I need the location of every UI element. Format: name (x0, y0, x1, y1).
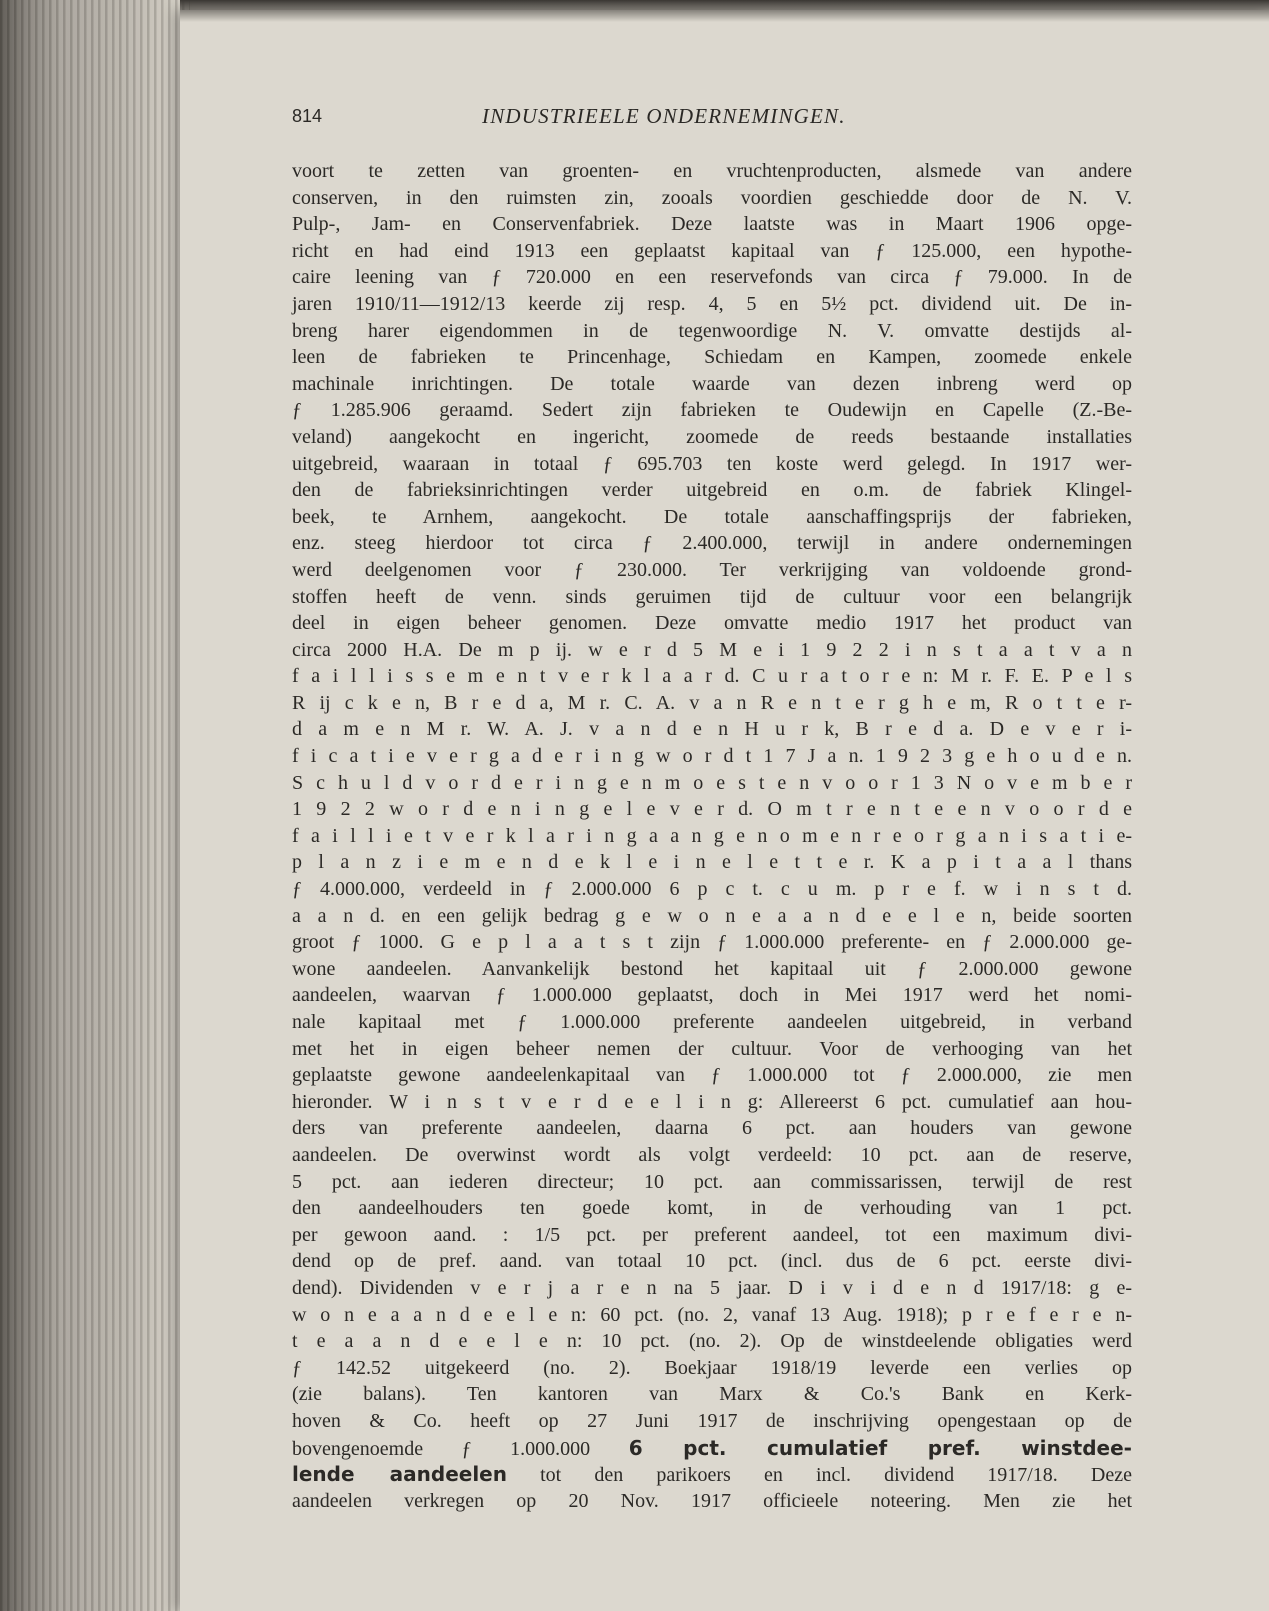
text-line: dend op de pref. aand. van totaal 10 pct. (incl. dus de 6 pct. eerste divi- (292, 1250, 1132, 1273)
text-line: werd deelgenomen voor ƒ 230.000. Ter verkrijging van voldoende grond- (292, 558, 1132, 581)
text-line: per gewoon aand. : 1/5 pct. per preferent aandeel, tot een maximum divi- (292, 1223, 1132, 1246)
text-segment: tot den parikoers en incl. dividend 1917/18. Deze (506, 1464, 1132, 1487)
text-line: den aandeelhouders ten goede komt, in de verhouding van 1 pct. (292, 1197, 1132, 1220)
text-line: conserven, in den ruimsten zin, zooals voordien geschiedde door de N. V. (292, 186, 1132, 209)
text-line: caire leening van ƒ 720.000 en een reservefonds van circa ƒ 79.000. In de (292, 266, 1132, 289)
text-line: ders van preferente aandeelen, daarna 6 pct. aan houders van gewone (292, 1117, 1132, 1140)
text-line: f a i l l i e t v e r k l a r i n g a a n g e n o m e n r e o r g a n i s a t i e- (292, 824, 1132, 847)
text-line: aandeelen, waarvan ƒ 1.000.000 geplaatst, doch in Mei 1917 werd het nomi- (292, 984, 1132, 1007)
text-line: veland) aangekocht en ingericht, zoomede de reeds bestaande installaties (292, 425, 1132, 448)
text-line: p l a n z i e m e n d e k l e i n e l e t t e r. K a p i t a a l thans (292, 851, 1132, 874)
text-line: jaren 1910/11—1912/13 keerde zij resp. 4, 5 en 5½ pct. dividend uit. De in- (292, 292, 1132, 315)
text-line: Pulp-, Jam- en Conservenfabriek. Deze laatste was in Maart 1906 opge- (292, 213, 1132, 236)
page-header (292, 106, 1152, 136)
text-line: leen de fabrieken te Princenhage, Schiedam en Kampen, zoomede enkele (292, 346, 1132, 369)
text-line: stoffen heeft de venn. sinds geruimen tijd de cultuur voor een belangrijk (292, 585, 1132, 608)
text-line: R ij c k e n, B r e d a, M r. C. A. v a n R e n t e r g h e m, R o t t e r- (292, 691, 1132, 714)
text-line: dend). Dividenden v e r j a r e n na 5 jaar. D i v i d e n d 1917/18: g e- (292, 1276, 1132, 1299)
bold-segment: 6 pct. cumulatief pref. winstdee- (628, 1435, 1132, 1460)
text-line: machinale inrichtingen. De totale waarde van dezen inbreng werd op (292, 372, 1132, 395)
text-line: nale kapitaal met ƒ 1.000.000 preferente aandeelen uitgebreid, in verband (292, 1011, 1132, 1033)
text-line: hieronder. W i n s t v e r d e e l i n g: Allereerst 6 pct. cumulatief aan hou- (292, 1090, 1132, 1113)
bold-segment: lende aandeelen (292, 1462, 507, 1487)
text-line: w o n e a a n d e e l e n: 60 pct. (no. 2, vanaf 13 Aug. 1918); p r e f e r e n- (292, 1303, 1132, 1326)
text-line: S c h u l d v o r d e r i n g e n m o e s t e n v o o r 1 3 N o v e m b e r (292, 771, 1132, 794)
text-line: (zie balans). Ten kantoren van Marx & Co.'s Bank en Kerk- (292, 1383, 1132, 1406)
text-line: ƒ 4.000.000, verdeeld in ƒ 2.000.000 6 p c t. c u m. p r e f. w i n s t d. (292, 878, 1132, 901)
text-line: 1 9 2 2 w o r d e n i n g e l e v e r d. O m t r e n t e e n v o o r d e (292, 798, 1132, 821)
top-shadow (180, 0, 1269, 22)
text-line: enz. steeg hierdoor tot circa ƒ 2.400.000, terwijl in andere ondernemingen (292, 532, 1132, 555)
text-line: met het in eigen beheer nemen der cultuur. Voor de verhooging van het (292, 1037, 1132, 1060)
text-line-bold (292, 1461, 1132, 1488)
text-line: ƒ 142.52 uitgekeerd (no. 2). Boekjaar 1918/19 leverde een verlies op (292, 1356, 1132, 1379)
text-line: breng harer eigendommen in de tegenwoordige N. V. omvatte destijds al- (292, 319, 1132, 342)
body-text (292, 158, 1132, 1514)
text-line: hoven & Co. heeft op 27 Juni 1917 de inschrijving opengestaan op de (292, 1409, 1132, 1432)
text-line: circa 2000 H.A. De m p ij. w e r d 5 M e i 1 9 2 2 i n s t a a t v a n (292, 638, 1132, 661)
text-line-bold (292, 1435, 1132, 1462)
page-stack-edges (0, 0, 190, 1611)
page-number: 814 (292, 106, 323, 126)
text-line: wone aandeelen. Aanvankelijk bestond het kapitaal uit ƒ 2.000.000 gewone (292, 957, 1132, 980)
text-line: richt en had eind 1913 een geplaatst kapitaal van ƒ 125.000, een hypothe- (292, 239, 1132, 262)
text-line: beek, te Arnhem, aangekocht. De totale aanschaffingsprijs der fabrieken, (292, 505, 1132, 528)
text-segment: bovengenoemde ƒ 1.000.000 (292, 1437, 629, 1460)
text-line: groot ƒ 1000. G e p l a a t s t zijn ƒ 1.000.000 preferente- en ƒ 2.000.000 ge- (292, 931, 1132, 954)
text-line: t e a a n d e e l e n: 10 pct. (no. 2). Op de winstdeelende obligaties werd (292, 1330, 1132, 1353)
text-line: f a i l l i s s e m e n t v e r k l a a r d. C u r a t o r e n: M r. F. E. P e l s (292, 665, 1132, 688)
running-title: INDUSTRIEELE ONDERNEMINGEN. (482, 104, 846, 128)
text-line: uitgebreid, waaraan in totaal ƒ 695.703 ten koste werd gelegd. In 1917 wer- (292, 452, 1132, 475)
text-line: den de fabrieksinrichtingen verder uitgebreid en o.m. de fabriek Klingel- (292, 479, 1132, 502)
text-line: 5 pct. aan iederen directeur; 10 pct. aan commissarissen, terwijl de rest (292, 1170, 1132, 1193)
text-line: aandeelen verkregen op 20 Nov. 1917 officieele noteering. Men zie het (292, 1489, 1132, 1512)
text-line: deel in eigen beheer genomen. Deze omvatte medio 1917 het product van (292, 612, 1132, 635)
text-line: d a m e n M r. W. A. J. v a n d e n H u r k, B r e d a. D e v e r i- (292, 718, 1132, 741)
text-line: f i c a t i e v e r g a d e r i n g w o r d t 1 7 J a n. 1 9 2 3 g e h o u d e n. (292, 745, 1132, 768)
text-line: aandeelen. De overwinst wordt als volgt verdeeld: 10 pct. aan de reserve, (292, 1143, 1132, 1166)
text-line: a a n d. en een gelijk bedrag g e w o n e a a n d e e l e n, beide soorten (292, 904, 1132, 927)
text-line: voort te zetten van groenten- en vruchtenproducten, alsmede van andere (292, 160, 1132, 182)
text-line: geplaatste gewone aandeelenkapitaal van ƒ 1.000.000 tot ƒ 2.000.000, zie men (292, 1064, 1132, 1087)
text-line: ƒ 1.285.906 geraamd. Sedert zijn fabrieken te Oudewijn en Capelle (Z.-Be- (292, 399, 1132, 422)
